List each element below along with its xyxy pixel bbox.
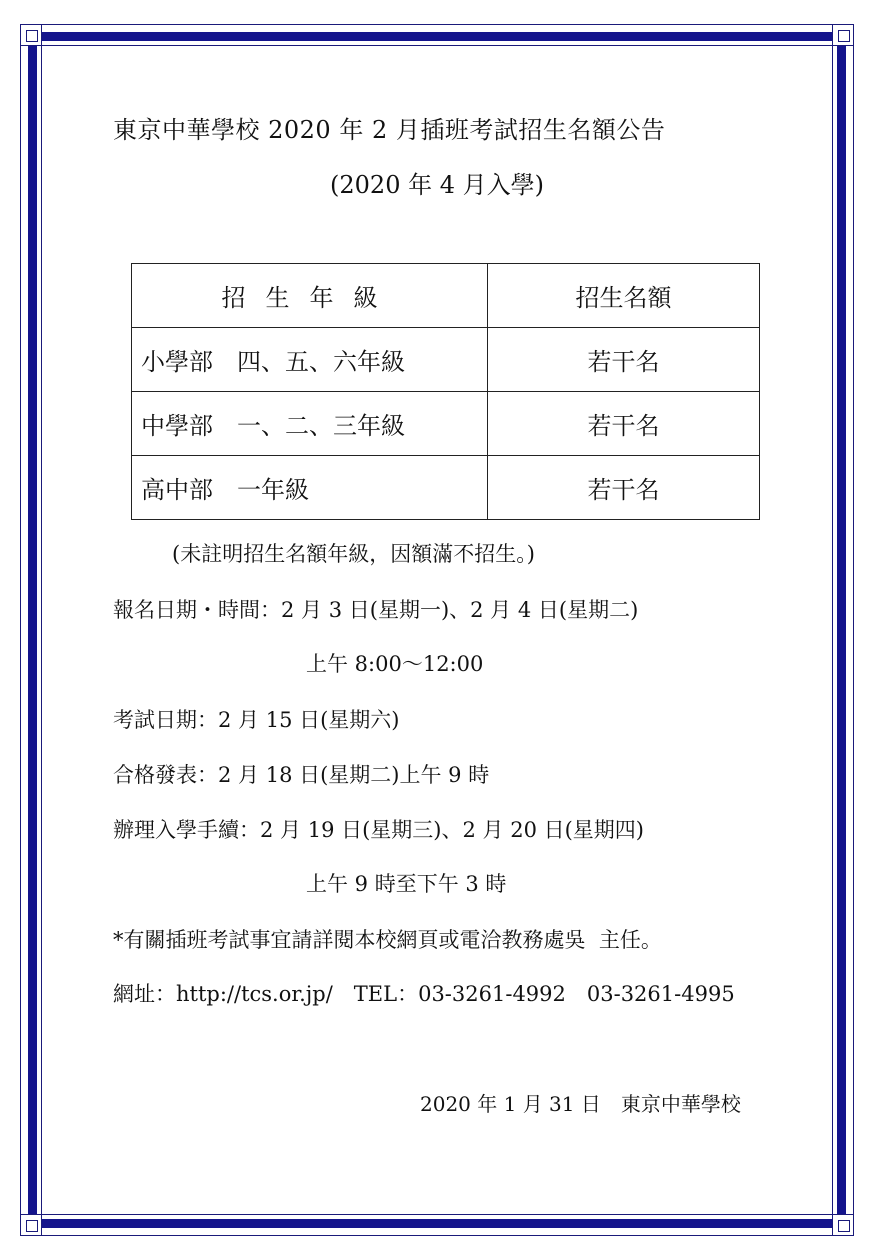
table-note: (未註明招生名額年級，因額滿不招生。) bbox=[172, 542, 535, 566]
grade-cell: 中學部 一、二、三年級 bbox=[132, 392, 488, 456]
table-header-row bbox=[132, 264, 760, 328]
quota-cell: 若干名 bbox=[488, 328, 760, 392]
page-title: 東京中華學校 2020 年 2 月插班考試招生名額公告 bbox=[113, 116, 666, 144]
table-row bbox=[132, 456, 760, 520]
registration-time: 上午 8:00～12:00 bbox=[306, 652, 484, 676]
quota-cell: 若干名 bbox=[488, 456, 760, 520]
date-signature: 2020 年 1 月 31 日 東京中華學校 bbox=[420, 1092, 741, 1116]
grade-cell: 高中部 一年級 bbox=[132, 456, 488, 520]
table-row bbox=[132, 328, 760, 392]
quota-table bbox=[131, 263, 760, 520]
column-header-quota: 招生名額 bbox=[488, 264, 760, 328]
column-header-grade: 招生年級 bbox=[132, 264, 488, 328]
enrollment-time: 上午 9 時至下午 3 時 bbox=[306, 872, 507, 896]
grade-cell: 小學部 四、五、六年級 bbox=[132, 328, 488, 392]
frame-corner-ornament bbox=[20, 1214, 42, 1236]
page-frame-inner bbox=[41, 45, 833, 1215]
frame-corner-ornament bbox=[832, 24, 854, 46]
results-date: 合格發表：2 月 18 日(星期二)上午 9 時 bbox=[113, 763, 490, 787]
table-row bbox=[132, 392, 760, 456]
frame-corner-ornament bbox=[832, 1214, 854, 1236]
inquiry-note: *有關插班考試事宜請詳閱本校網頁或電洽教務處吳 主任。 bbox=[113, 928, 662, 952]
frame-corner-ornament bbox=[20, 24, 42, 46]
page-subtitle: (2020 年 4 月入學) bbox=[330, 171, 544, 199]
quota-cell: 若干名 bbox=[488, 392, 760, 456]
registration-date: 報名日期・時間：2 月 3 日(星期一)、2 月 4 日(星期二) bbox=[113, 598, 639, 622]
contact-info: 網址：http://tcs.or.jp/ TEL：03-3261-4992 03-3261-4995 bbox=[113, 982, 735, 1006]
enrollment-date: 辦理入學手續：2 月 19 日(星期三)、2 月 20 日(星期四) bbox=[113, 818, 644, 842]
exam-date: 考試日期：2 月 15 日(星期六) bbox=[113, 708, 400, 732]
